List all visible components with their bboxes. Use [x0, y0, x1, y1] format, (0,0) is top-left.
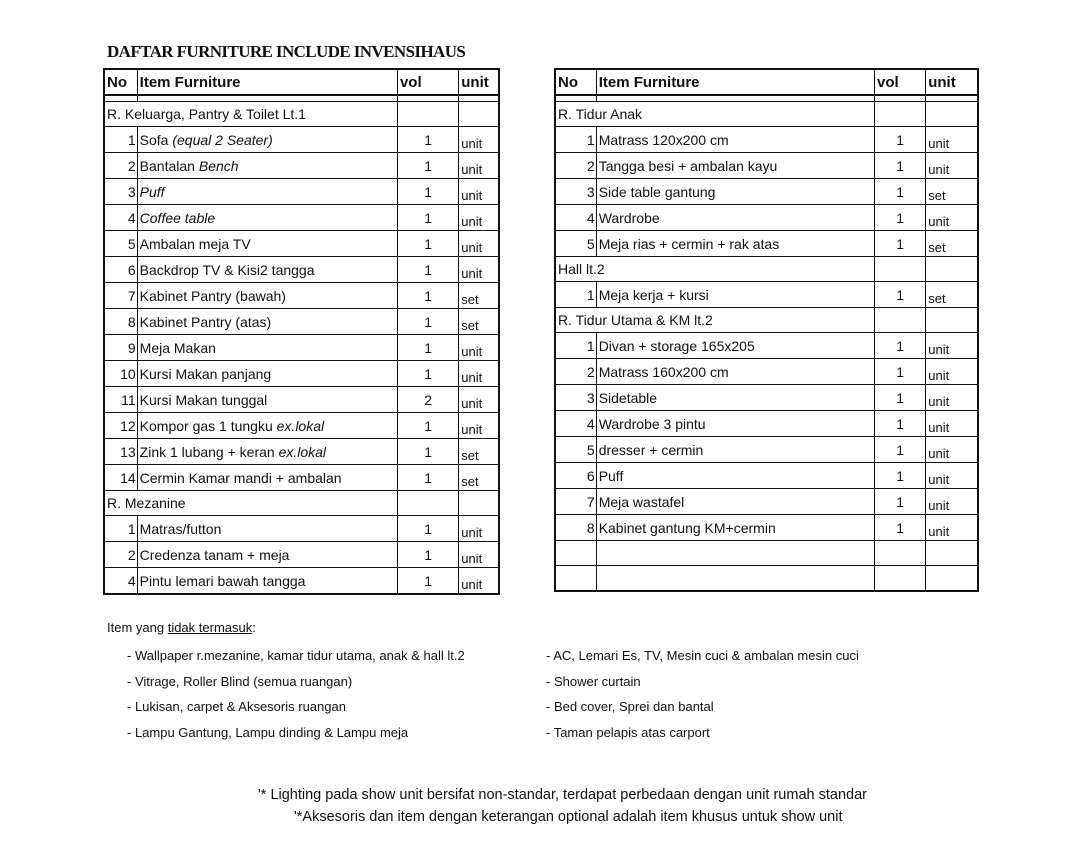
row-number: 2: [104, 542, 137, 568]
item-name: dresser + cermin: [598, 441, 704, 458]
table-row: [104, 335, 499, 361]
volume-cell: 1: [397, 335, 458, 361]
item-name: Wardrobe 3 pintu: [598, 415, 706, 432]
section-label: R. Tidur Utama & KM lt.2: [555, 308, 875, 333]
item-name: Meja rias + cermin + rak atas: [598, 235, 780, 252]
exclusion-item: - Shower curtain: [546, 673, 641, 689]
unit-cell: unit: [459, 387, 499, 413]
volume-cell: 1: [397, 257, 458, 283]
item-name: Matras/futton: [139, 520, 222, 537]
empty-cell: [397, 102, 458, 127]
exclusion-item: - Wallpaper r.mezanine, kamar tidur utama, anak & hall lt.2: [127, 648, 465, 663]
table-row: [104, 127, 499, 153]
item-cell: [596, 515, 874, 541]
table-row: [555, 127, 978, 153]
unit-cell: unit: [459, 361, 499, 387]
volume-cell: 2: [397, 387, 458, 413]
table-row: [104, 179, 499, 205]
item-cell: [137, 257, 397, 283]
section-row: [104, 491, 499, 516]
unit-cell: set: [459, 309, 499, 335]
table-row: [104, 465, 499, 491]
item-cell: [596, 359, 874, 385]
item-cell: [596, 437, 874, 463]
item-cell: [137, 465, 397, 491]
item-cell: [596, 333, 874, 359]
volume-cell: 1: [875, 515, 926, 541]
row-number: 5: [104, 231, 137, 257]
unit-cell: unit: [926, 333, 978, 359]
item-cell: [137, 231, 397, 257]
row-number: 7: [555, 489, 596, 515]
unit-cell: unit: [459, 205, 499, 231]
item-name: Credenza tanam + meja: [139, 546, 290, 563]
empty-cell: [926, 102, 978, 127]
table-row: [555, 333, 978, 359]
row-number: 8: [104, 309, 137, 335]
header-no: No: [555, 69, 596, 95]
item-cell: [596, 385, 874, 411]
footnote-accessories: '*Aksesoris dan item dengan keterangan optional adalah item khusus untuk show unit: [294, 809, 843, 825]
item-name: Meja wastafel: [598, 493, 685, 510]
exclusion-item: - Taman pelapis atas carport: [546, 724, 710, 740]
table-row: [104, 283, 499, 309]
volume-cell: 1: [397, 127, 458, 153]
volume-cell: 1: [397, 361, 458, 387]
table-row: [555, 515, 978, 541]
volume-cell: 1: [875, 179, 926, 205]
unit-cell: unit: [926, 153, 978, 179]
item-name: Matrass 120x200 cm: [598, 131, 729, 148]
item-cell: [137, 153, 397, 179]
volume-cell: 1: [875, 127, 926, 153]
exclusions-list-left: [127, 646, 465, 748]
unit-cell: unit: [926, 411, 978, 437]
header-item: Item Furniture: [137, 69, 397, 95]
row-number: 12: [104, 413, 137, 439]
unit-cell: unit: [459, 568, 499, 595]
table-row: [555, 437, 978, 463]
unit-cell: unit: [459, 257, 499, 283]
unit-cell: set: [926, 282, 978, 308]
unit-cell: unit: [926, 489, 978, 515]
item-name: Meja kerja + kursi: [598, 286, 709, 303]
table-row: [104, 542, 499, 568]
row-number: 6: [104, 257, 137, 283]
item-cell: [596, 489, 874, 515]
item-name: Kompor gas 1 tungku: [139, 417, 273, 434]
row-number: 1: [555, 127, 596, 153]
empty-cell: [926, 566, 978, 592]
unit-cell: set: [926, 179, 978, 205]
item-name: Kabinet Pantry (atas): [139, 313, 272, 330]
volume-cell: 1: [875, 411, 926, 437]
row-number: 9: [104, 335, 137, 361]
section-row: [104, 102, 499, 127]
item-name: Bantalan: [139, 157, 195, 174]
item-name: Kabinet Pantry (bawah): [139, 287, 286, 304]
volume-cell: 1: [397, 153, 458, 179]
header-vol: vol: [397, 69, 458, 95]
item-cell: [137, 205, 397, 231]
unit-cell: unit: [926, 127, 978, 153]
item-name: Puff: [598, 467, 624, 484]
volume-cell: 1: [875, 385, 926, 411]
empty-row: [555, 541, 978, 566]
item-note: ex.lokal: [276, 417, 325, 434]
table-row: [104, 205, 499, 231]
table-row: [104, 231, 499, 257]
row-number: 4: [104, 205, 137, 231]
empty-row: [555, 566, 978, 592]
item-name: Zink 1 lubang + keran: [139, 443, 275, 460]
row-number: 6: [555, 463, 596, 489]
section-label: R. Tidur Anak: [555, 102, 875, 127]
exclusion-item: - Lampu Gantung, Lampu dinding & Lampu meja: [127, 724, 409, 740]
item-note: Bench: [198, 157, 239, 174]
item-cell: [137, 439, 397, 465]
table-row: [555, 282, 978, 308]
empty-cell: [555, 541, 596, 566]
item-cell: [137, 413, 397, 439]
exclusions-heading-underlined: tidak termasuk: [167, 620, 253, 635]
item-cell: [137, 179, 397, 205]
unit-cell: unit: [926, 205, 978, 231]
unit-cell: unit: [459, 413, 499, 439]
row-number: 10: [104, 361, 137, 387]
row-number: 4: [104, 568, 137, 595]
table-row: [104, 361, 499, 387]
table-row: [555, 411, 978, 437]
item-name: Side table gantung: [598, 183, 716, 200]
item-cell: [137, 309, 397, 335]
item-cell: [596, 205, 874, 231]
volume-cell: 1: [397, 542, 458, 568]
empty-cell: [459, 102, 499, 127]
item-cell: [137, 542, 397, 568]
row-number: 2: [104, 153, 137, 179]
table-row: [104, 439, 499, 465]
item-cell: [137, 361, 397, 387]
unit-cell: unit: [926, 515, 978, 541]
furniture-table-right: [554, 68, 979, 592]
item-cell: [137, 335, 397, 361]
volume-cell: 1: [397, 205, 458, 231]
header-vol: vol: [875, 69, 926, 95]
row-number: 5: [555, 231, 596, 257]
section-label: Hall lt.2: [555, 257, 875, 282]
table-row: [555, 179, 978, 205]
volume-cell: 1: [397, 516, 458, 542]
exclusion-item: - Bed cover, Sprei dan bantal: [546, 699, 714, 714]
volume-cell: 1: [397, 309, 458, 335]
item-name: Kabinet gantung KM+cermin: [598, 519, 776, 536]
volume-cell: 1: [397, 465, 458, 491]
row-number: 1: [555, 282, 596, 308]
item-name: Sofa: [139, 131, 169, 148]
header-unit: unit: [459, 69, 499, 95]
exclusions-heading: [107, 620, 256, 635]
item-note: Puff: [139, 183, 165, 200]
header-unit: unit: [926, 69, 978, 95]
row-number: 7: [104, 283, 137, 309]
unit-cell: unit: [926, 359, 978, 385]
item-cell: [137, 387, 397, 413]
exclusion-item: - Lukisan, carpet & Aksesoris ruangan: [127, 699, 346, 714]
row-number: 5: [555, 437, 596, 463]
volume-cell: 1: [397, 179, 458, 205]
item-cell: [596, 153, 874, 179]
row-number: 4: [555, 411, 596, 437]
table-row: [104, 413, 499, 439]
empty-cell: [926, 308, 978, 333]
item-cell: [596, 231, 874, 257]
volume-cell: 1: [397, 413, 458, 439]
item-name: Wardrobe: [598, 209, 660, 226]
row-number: 1: [555, 333, 596, 359]
table-row: [104, 257, 499, 283]
empty-cell: [555, 566, 596, 592]
unit-cell: unit: [459, 542, 499, 568]
section-row: [555, 257, 978, 282]
item-name: Pintu lemari bawah tangga: [139, 572, 306, 589]
unit-cell: unit: [459, 335, 499, 361]
item-cell: [137, 283, 397, 309]
table-row: [555, 463, 978, 489]
row-number: 2: [555, 153, 596, 179]
section-row: [555, 102, 978, 127]
row-number: 8: [555, 515, 596, 541]
furniture-table-left: [103, 68, 500, 595]
volume-cell: 1: [875, 437, 926, 463]
table-row: [104, 516, 499, 542]
unit-cell: unit: [459, 127, 499, 153]
empty-cell: [875, 102, 926, 127]
volume-cell: 1: [397, 283, 458, 309]
exclusions-heading-suffix: :: [252, 620, 256, 635]
unit-cell: unit: [459, 516, 499, 542]
table-row: [555, 205, 978, 231]
row-number: 14: [104, 465, 137, 491]
row-number: 4: [555, 205, 596, 231]
volume-cell: 1: [875, 359, 926, 385]
item-name: Divan + storage 165x205: [598, 337, 755, 354]
empty-cell: [875, 541, 926, 566]
unit-cell: unit: [926, 437, 978, 463]
item-name: Ambalan meja TV: [139, 235, 251, 252]
unit-cell: set: [459, 439, 499, 465]
table-row: [555, 359, 978, 385]
empty-cell: [875, 257, 926, 282]
empty-cell: [875, 566, 926, 592]
row-number: 11: [104, 387, 137, 413]
header-item: Item Furniture: [596, 69, 874, 95]
section-row: [555, 308, 978, 333]
unit-cell: set: [926, 231, 978, 257]
section-label: R. Mezanine: [104, 491, 397, 516]
empty-cell: [926, 257, 978, 282]
exclusions-heading-prefix: Item yang: [107, 620, 168, 635]
volume-cell: 1: [875, 231, 926, 257]
item-note: (equal 2 Seater): [172, 131, 273, 148]
row-number: 1: [104, 127, 137, 153]
row-number: 3: [555, 385, 596, 411]
volume-cell: 1: [875, 489, 926, 515]
item-note: Coffee table: [139, 209, 216, 226]
table-row: [555, 385, 978, 411]
item-name: Backdrop TV & Kisi2 tangga: [139, 261, 315, 278]
exclusion-item: - Vitrage, Roller Blind (semua ruangan): [127, 673, 353, 689]
item-cell: [596, 411, 874, 437]
row-number: 1: [104, 516, 137, 542]
unit-cell: unit: [926, 463, 978, 489]
item-cell: [596, 282, 874, 308]
item-cell: [137, 127, 397, 153]
item-cell: [137, 568, 397, 595]
row-number: 3: [555, 179, 596, 205]
table-row: [555, 489, 978, 515]
unit-cell: unit: [459, 179, 499, 205]
unit-cell: set: [459, 283, 499, 309]
volume-cell: 1: [875, 463, 926, 489]
table-row: [104, 387, 499, 413]
volume-cell: 1: [875, 282, 926, 308]
empty-cell: [459, 491, 499, 516]
unit-cell: unit: [459, 153, 499, 179]
item-cell: [596, 463, 874, 489]
row-number: 3: [104, 179, 137, 205]
row-number: 2: [555, 359, 596, 385]
volume-cell: 1: [397, 231, 458, 257]
empty-cell: [596, 566, 874, 592]
item-name: Sidetable: [598, 389, 658, 406]
empty-cell: [926, 541, 978, 566]
unit-cell: set: [459, 465, 499, 491]
item-cell: [596, 179, 874, 205]
section-label: R. Keluarga, Pantry & Toilet Lt.1: [104, 102, 397, 127]
unit-cell: unit: [926, 385, 978, 411]
document-title: DAFTAR FURNITURE INCLUDE INVENSIHAUS: [107, 42, 466, 61]
row-number: 13: [104, 439, 137, 465]
exclusions-list-right: [546, 646, 859, 748]
unit-cell: unit: [459, 231, 499, 257]
item-name: Cermin Kamar mandi + ambalan: [139, 469, 342, 486]
empty-cell: [397, 491, 458, 516]
item-name: Tangga besi + ambalan kayu: [598, 157, 778, 174]
table-row: [104, 309, 499, 335]
item-name: Kursi Makan panjang: [139, 365, 272, 382]
table-row: [555, 153, 978, 179]
header-no: No: [104, 69, 137, 95]
volume-cell: 1: [875, 153, 926, 179]
empty-cell: [875, 308, 926, 333]
item-name: Meja Makan: [139, 339, 216, 356]
empty-cell: [596, 541, 874, 566]
item-name: Matrass 160x200 cm: [598, 363, 729, 380]
item-note: ex.lokal: [278, 443, 327, 460]
item-cell: [596, 127, 874, 153]
table-row: [104, 153, 499, 179]
volume-cell: 1: [875, 333, 926, 359]
item-cell: [137, 516, 397, 542]
volume-cell: 1: [875, 205, 926, 231]
table-row: [555, 231, 978, 257]
exclusion-item: - AC, Lemari Es, TV, Mesin cuci & ambalan mesin cuci: [546, 648, 859, 663]
item-name: Kursi Makan tunggal: [139, 391, 268, 408]
volume-cell: 1: [397, 568, 458, 595]
volume-cell: 1: [397, 439, 458, 465]
table-row: [104, 568, 499, 595]
footnote-lighting: '* Lighting pada show unit bersifat non-standar, terdapat perbedaan dengan unit rumah standar: [258, 787, 867, 803]
